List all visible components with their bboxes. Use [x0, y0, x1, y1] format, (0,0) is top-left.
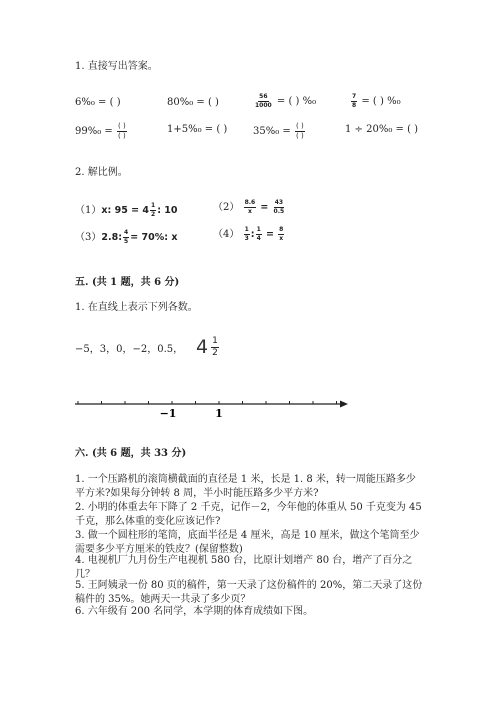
question-2-title: 2. 解比例。 [75, 167, 128, 178]
answer-fraction-56-1000: $\frac{56}{1000}$ = ( ) %₀ [255, 93, 317, 109]
proportion-eq-4: （4） $\frac{1}{3}$ : $\frac{1}{4}$ = $\frac{8}{x}$ [213, 226, 284, 242]
section-5-question-1: 1. 在直线上表示下列各数。 [75, 302, 198, 313]
mixed-number-4-1-2: 4 $\frac{1}{2}$ [196, 335, 218, 358]
section-6-problem-1: 1. 一个压路机的滚筒横截面的直径是 1 米，长是 1. 8 米，转一周能压路多少平方米?如果每分钟转 8 周，半小时能压路多少平方米? [75, 474, 416, 499]
section-6-problem-5: 5. 王阿姨录一份 80 页的稿件，第一天录了这份稿件的 20%，第二天录了这份稿件的 35%。她两天一共录了多少页？ [75, 580, 423, 605]
answer-35-permille: 35%₀ = $\frac{( )}{( )}$ [253, 122, 304, 140]
answer-6-permille: 6%₀ = ( ) [75, 97, 121, 108]
proportion-eq-1: （1）x: 95 = 4 $\frac{1}{2}$ : 10 [75, 202, 178, 218]
answer-1-div-20-permille: 1 ÷ 20%₀ = ( ) [345, 124, 419, 135]
proportion-eq-2: （2） $\frac{8.6}{x}$ = $\frac{43}{0.5}$ [213, 199, 285, 215]
section-6-heading: 六. (共 6 题，共 33 分) [75, 448, 187, 459]
numbers-to-plot: −5，3，0，−2，0.5， [75, 344, 184, 355]
proportion-eq-3: （3）2.8: $\frac{4}{5}$ = 70%: x [75, 229, 178, 245]
number-line-arrow [340, 401, 348, 408]
answer-99-permille: 99%₀ = $\frac{( )}{( )}$ [75, 122, 126, 140]
question-1-title: 1. 直接写出答案。 [75, 61, 158, 72]
answer-1-plus-5-permille: 1+5%₀ = ( ) [167, 124, 228, 135]
number-line [0, 390, 500, 420]
section-6-problem-2: 2. 小明的体重去年下降了 2 千克，记作－2，今年他的体重从 50 千克变为 45 千克，那么体重的变化应该记作? [75, 502, 422, 527]
section-6-problem-3: 3. 做一个圆柱形的笔筒，底面半径是 4 厘米，高是 10 厘米，做这个笔筒至少需要多少平方厘米的铁皮？(保留整数) [75, 530, 420, 555]
tick-label-neg1: −1 [159, 407, 177, 420]
answer-80-permille: 80%₀ = ( ) [167, 97, 219, 108]
answer-fraction-7-8: $\frac{7}{8}$ = ( ) %₀ [352, 93, 401, 109]
tick-label-pos1: 1 [215, 407, 223, 420]
section-6-problem-6: 6. 六年级有 200 名同学，本学期的体育成绩如下图。 [75, 606, 314, 617]
section-5-heading: 五. (共 1 题，共 6 分) [75, 277, 180, 288]
section-6-problem-4: 4. 电视机厂九月份生产电视机 580 台，比原计划增产 80 台，增产了百分之几？ [75, 555, 413, 580]
